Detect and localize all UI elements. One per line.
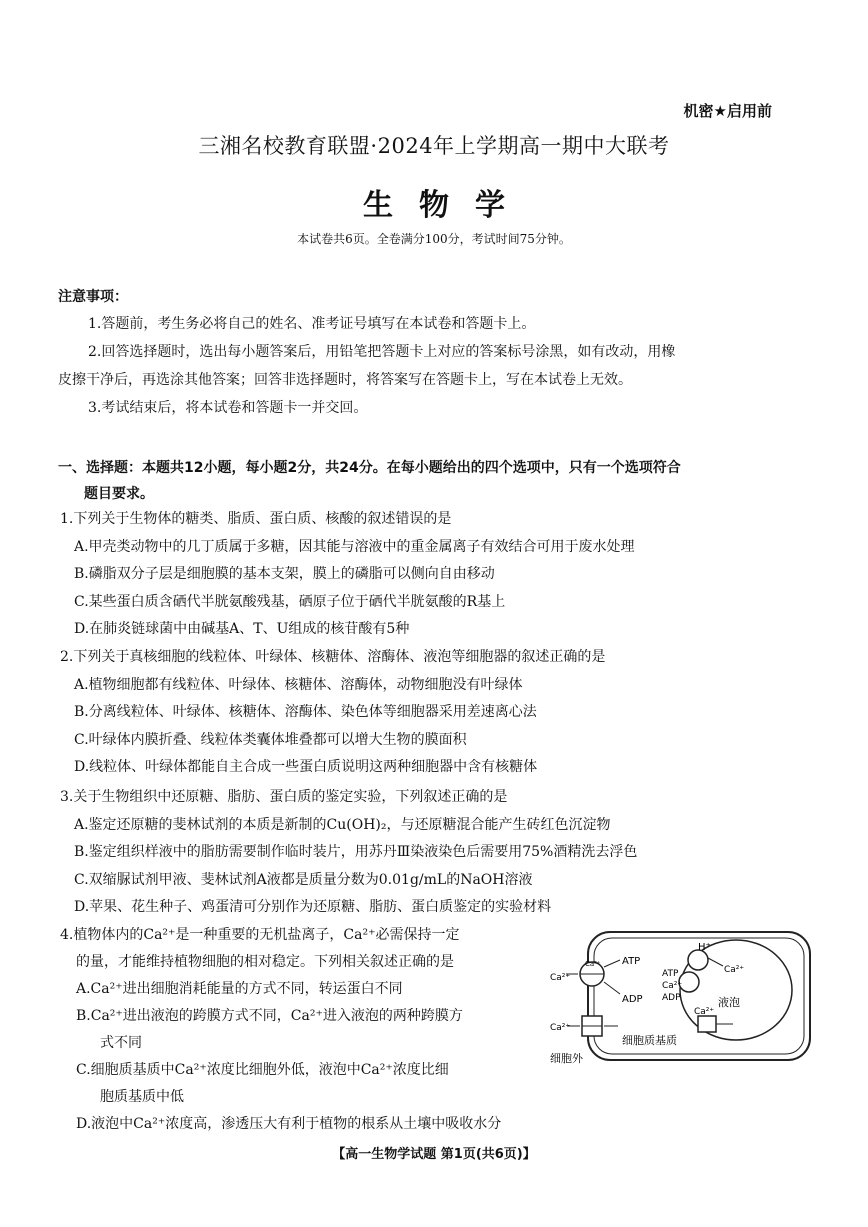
option-a: A.甲壳类动物中的几丁质属于多糖，因其能与溶液中的重金属离子有效结合可用于废水处理: [74, 538, 635, 555]
option-c: C.叶绿体内膜折叠、线粒体类囊体堆叠都可以增大生物的膜面积: [74, 731, 467, 748]
label-vacuole: 液泡: [718, 996, 740, 1009]
question-stem: 2.下列关于真核细胞的线粒体、叶绿体、核糖体、溶酶体、液泡等细胞器的叙述正确的是: [60, 649, 606, 665]
question-4: [60, 922, 540, 1138]
label-adp-right: ADP: [662, 993, 681, 1003]
exam-info: 本试卷共6页。全卷满分100分，考试时间75分钟。: [297, 232, 571, 246]
label-h-plus: H⁺: [698, 942, 711, 953]
arrow: [708, 958, 723, 966]
notice-heading: 注意事项：: [58, 289, 128, 305]
option-a: A.鉴定还原糖的斐林试剂的本质是新制的Cu(OH)₂，与还原糖混合能产生砖红色沉淀物: [74, 816, 611, 833]
question-stem: 1.下列关于生物体的糖类、脂质、蛋白质、核酸的叙述错误的是: [60, 511, 452, 527]
label-atp-left: ATP: [622, 956, 641, 967]
option-a: A.Ca²⁺进出细胞消耗能量的方式不同，转运蛋白不同: [76, 981, 403, 997]
option-d: D.在肺炎链球菌中由碱基A、T、U组成的核苷酸有5种: [74, 621, 410, 637]
subject-title: 生物学: [363, 188, 531, 223]
option-d: D.苹果、花生种子、鸡蛋清可分别作为还原糖、脂肪、蛋白质鉴定的实验材料: [74, 899, 552, 915]
option-b-cont: 式不同: [100, 1035, 142, 1051]
calcium-channel-vacuole: [698, 1016, 716, 1032]
section-heading: [58, 455, 798, 507]
section-line: 一、选择题：本题共12小题，每小题2分，共24分。在每小题给出的四个选项中，只有一个选项符合: [58, 460, 681, 476]
antiporter-vacuole: [688, 950, 708, 970]
label-outside: 细胞外: [550, 1052, 583, 1065]
option-a: A.植物细胞都有线粒体、叶绿体、核糖体、溶酶体，动物细胞没有叶绿体: [74, 676, 523, 693]
question-stem-cont: 的量，才能维持植物细胞的相对稳定。下列相关叙述正确的是: [76, 954, 454, 970]
label-ca-vacuole-bottom: Ca²⁺: [694, 1007, 715, 1017]
option-b: B.分离线粒体、叶绿体、核糖体、溶酶体、染色体等细胞器采用差速离心法: [74, 704, 537, 720]
option-d: D.液泡中Ca²⁺浓度高，渗透压大有利于植物的根系从土壤中吸收水分: [76, 1116, 502, 1132]
option-b: B.磷脂双分子层是细胞膜的基本支架，膜上的磷脂可以侧向自由移动: [74, 566, 495, 582]
label-ca-vacuole: Ca²⁺: [724, 965, 745, 975]
notice-item: 皮擦干净后，再选涂其他答案；回答非选择题时，将答案写在答题卡上，写在本试卷上无效。: [58, 372, 632, 388]
option-c: C.某些蛋白质含硒代半胱氨酸残基，硒原子位于硒代半胱氨酸的R基上: [74, 593, 506, 610]
arrow: [604, 982, 620, 994]
question-stem: 3.关于生物组织中还原糖、脂肪、蛋白质的鉴定实验，下列叙述正确的是: [60, 789, 508, 805]
label-ca-outside-2: Ca²⁺: [550, 1023, 571, 1033]
option-b: B.鉴定组织样液中的脂肪需要制作临时装片，用苏丹Ⅲ染液染色后需要用75%酒精洗去浮色: [74, 844, 638, 860]
arrow: [604, 960, 620, 967]
label-atp-right: ATP: [662, 969, 679, 979]
notice-item: 3.考试结束后，将本试卷和答题卡一并交回。: [88, 400, 368, 416]
page-footer: 【高一生物学试题 第1页(共6页)】: [332, 1147, 536, 1162]
confidential-mark: 机密★启用前: [683, 102, 772, 120]
label-cytoplasm: 细胞质基质: [622, 1034, 677, 1047]
label-ca-right: Ca²⁺: [662, 981, 683, 991]
option-c: C.细胞质基质中Ca²⁺浓度比细胞外低，液泡中Ca²⁺浓度比细: [76, 1062, 449, 1078]
question-2: [60, 644, 605, 782]
question-3: [60, 784, 637, 922]
label-ca-pump: Ca²⁺: [585, 960, 601, 968]
option-d: D.线粒体、叶绿体都能自主合成一些蛋白质说明这两种细胞器中含有核糖体: [74, 759, 538, 775]
label-ca-outside: Ca²⁺: [550, 973, 571, 983]
calcium-transport-diagram: [548, 922, 818, 1072]
label-adp-left: ADP: [622, 994, 643, 1005]
exam-title: 三湘名校教育联盟·2024年上学期高一期中大联考: [198, 134, 670, 158]
option-c-cont: 胞质基质中低: [100, 1089, 184, 1105]
notice-list: [58, 310, 798, 422]
section-line: 题目要求。: [84, 486, 154, 502]
option-b: B.Ca²⁺进出液泡的跨膜方式不同，Ca²⁺进入液泡的两种跨膜方: [76, 1008, 463, 1024]
question-1: [60, 506, 635, 644]
notice-item: 1.答题前，考生务必将自己的姓名、准考证号填写在本试卷和答题卡上。: [88, 316, 536, 332]
notice-item: 2.回答选择题时，选出每小题答案后，用铅笔把答题卡上对应的答案标号涂黑，如有改动，用橡: [88, 344, 676, 360]
option-c: C.双缩脲试剂甲液、斐林试剂A液都是质量分数为0.01g/mL的NaOH溶液: [74, 871, 533, 888]
question-stem: 4.植物体内的Ca²⁺是一种重要的无机盐离子，Ca²⁺必需保持一定: [60, 927, 460, 943]
